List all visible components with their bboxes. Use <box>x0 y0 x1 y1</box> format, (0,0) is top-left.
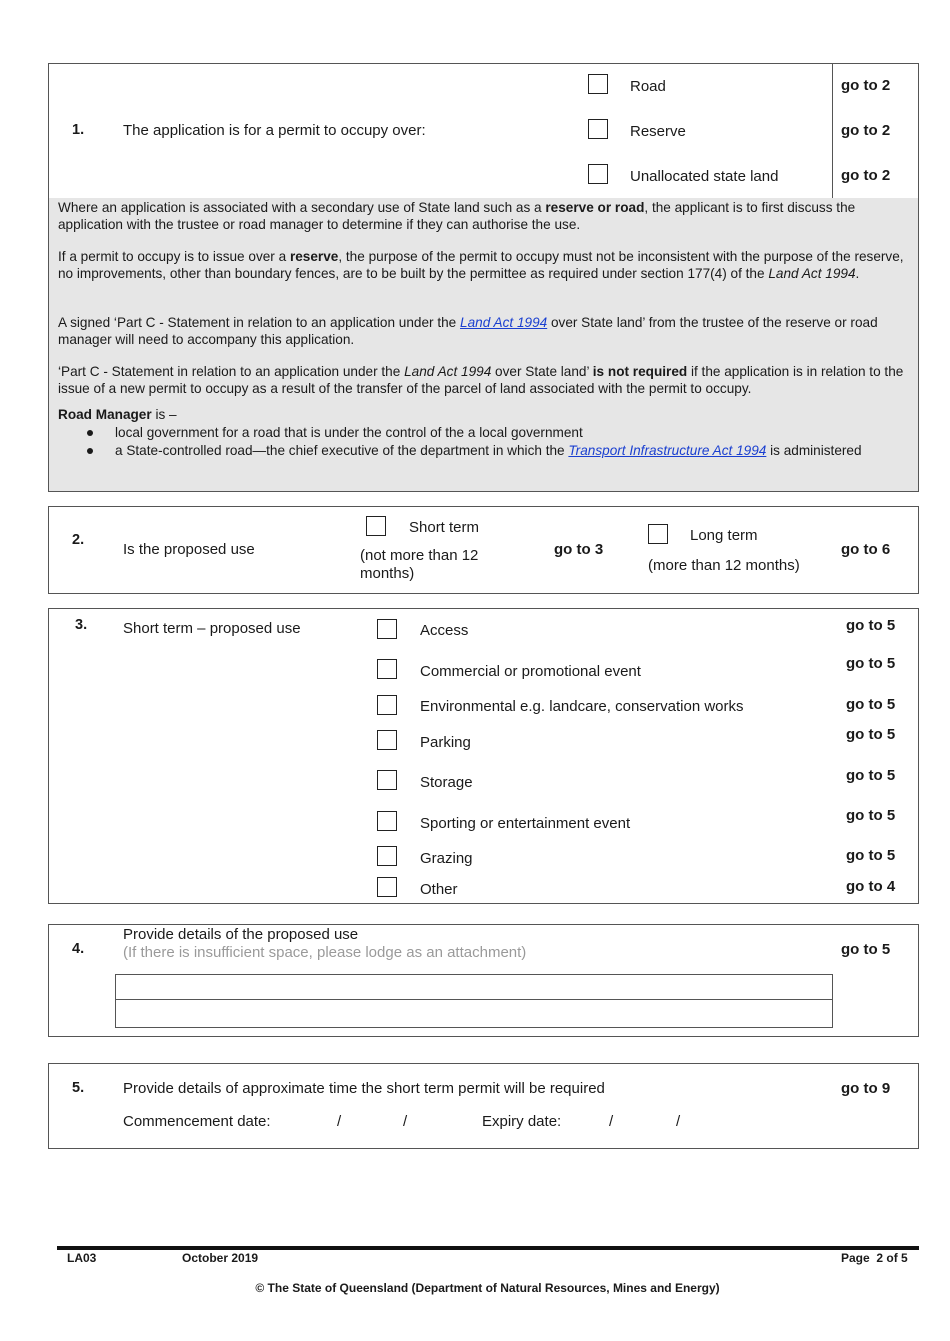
q1-question: The application is for a permit to occupy over: <box>123 122 426 139</box>
q2-question: Is the proposed use <box>123 541 255 558</box>
q3-parking-label: Parking <box>420 734 471 751</box>
footer-copyright: © The State of Queensland (Department of Natural Resources, Mines and Energy) <box>255 1281 720 1295</box>
q3-number: 3. <box>75 617 88 633</box>
q1-goto-divider <box>832 64 833 199</box>
q3-grazing-checkbox[interactable] <box>377 846 397 866</box>
q4-question: Provide details of the proposed use <box>123 926 359 943</box>
q3-section <box>48 608 919 904</box>
transport-act-link[interactable]: Transport Infrastructure Act 1994 <box>568 443 767 458</box>
info-p2-act: Land Act 1994 <box>768 266 856 281</box>
q5-question: Provide details of approximate time the short term permit will be required <box>123 1080 605 1097</box>
q2-short-term-label: Short term <box>409 519 480 536</box>
q5-expiry-label: Expiry date: <box>482 1113 562 1130</box>
q2-short-term-checkbox[interactable] <box>366 516 386 536</box>
q4-hint: (If there is insufficient space, please lodge as an attachment) <box>123 944 527 961</box>
q3-storage-label: Storage <box>420 774 473 791</box>
land-act-link[interactable]: Land Act 1994 <box>460 315 548 330</box>
q3-commercial-checkbox[interactable] <box>377 659 397 679</box>
date-separator: / <box>337 1113 342 1130</box>
q2-short-term-goto: go to 3 <box>554 541 604 558</box>
q3-environmental-checkbox[interactable] <box>377 695 397 715</box>
q1-info-panel <box>48 198 919 492</box>
info-p2-text-e: . <box>855 266 860 281</box>
q1-number: 1. <box>72 122 85 138</box>
q3-other-goto: go to 4 <box>846 878 896 895</box>
q1-road-label: Road <box>630 78 666 95</box>
footer-page-number: Page 2 of 5 <box>841 1251 908 1265</box>
date-separator: / <box>403 1113 408 1130</box>
q4-number: 4. <box>72 941 85 957</box>
q3-parking-goto: go to 5 <box>846 726 896 743</box>
q5-commencement-date-input[interactable] <box>300 1110 440 1132</box>
bullet2-text-b: is administered <box>766 443 862 458</box>
road-manager-suffix: is – <box>151 407 177 422</box>
bullet2-text-a: a State-controlled road—the chief executive of the department in which the <box>115 443 569 458</box>
footer-rule <box>57 1246 919 1250</box>
info-p1-text-a: Where an application is associated with a secondary use of State land such as a <box>58 200 546 215</box>
q1-reserve-label: Reserve <box>630 123 686 140</box>
q3-access-goto: go to 5 <box>846 617 896 634</box>
q3-environmental-goto: go to 5 <box>846 696 896 713</box>
info-p4-text-a: ‘Part C - Statement in relation to an application under the <box>58 364 405 379</box>
q1-unallocated-goto: go to 2 <box>841 167 891 184</box>
info-p2-bold: reserve <box>289 249 339 264</box>
info-p1-text-c: , the applicant is to first discuss the application with the trustee or road manager to determine if they can authorise the use. <box>58 200 856 232</box>
q4-details-input-1[interactable] <box>115 974 833 1000</box>
q3-parking-checkbox[interactable] <box>377 730 397 750</box>
q3-access-checkbox[interactable] <box>377 619 397 639</box>
q3-storage-goto: go to 5 <box>846 767 896 784</box>
footer-form-code: LA03 <box>67 1251 97 1265</box>
q2-long-term-note: (more than 12 months) <box>648 557 800 574</box>
q3-environmental-label: Environmental e.g. landcare, conservation works <box>420 698 744 715</box>
q3-other-label: Other <box>420 881 458 898</box>
q2-long-term-label: Long term <box>690 527 758 544</box>
road-manager-title: Road Manager <box>58 407 152 422</box>
q3-commercial-label: Commercial or promotional event <box>420 663 641 680</box>
road-manager-bullet-1: local government for a road that is under the control of the a local government <box>115 425 583 440</box>
q1-unallocated-checkbox[interactable] <box>588 164 608 184</box>
q3-commercial-goto: go to 5 <box>846 655 896 672</box>
q1-reserve-checkbox[interactable] <box>588 119 608 139</box>
q1-unallocated-label: Unallocated state land <box>630 168 779 185</box>
info-p2-text-a: If a permit to occupy is to issue over a <box>58 249 290 264</box>
info-paragraph-4 <box>58 363 904 397</box>
q3-storage-checkbox[interactable] <box>377 770 397 790</box>
info-p3-text-a: A signed ‘Part C - Statement in relation to an application under the <box>58 315 461 330</box>
q4-goto: go to 5 <box>841 941 891 958</box>
info-p4-text-c: over State land’ <box>491 364 593 379</box>
date-separator: / <box>609 1113 614 1130</box>
q3-sporting-label: Sporting or entertainment event <box>420 815 631 832</box>
q1-road-checkbox[interactable] <box>588 74 608 94</box>
info-paragraph-3 <box>58 314 904 348</box>
q1-reserve-goto: go to 2 <box>841 122 891 139</box>
q3-sporting-goto: go to 5 <box>846 807 896 824</box>
bullet-icon <box>87 448 93 454</box>
q2-long-term-goto: go to 6 <box>841 541 891 558</box>
q3-other-checkbox[interactable] <box>377 877 397 897</box>
q3-question: Short term – proposed use <box>123 620 301 637</box>
q5-section <box>48 1063 919 1149</box>
q2-short-term-note-line2: months) <box>360 565 415 582</box>
q3-access-label: Access <box>420 622 469 639</box>
date-separator: / <box>676 1113 681 1130</box>
q2-number: 2. <box>72 532 85 548</box>
info-p1-bold: reserve or road <box>545 200 645 215</box>
info-p3-text-b: over State land’ from the trustee of the reserve or road manager will need to accompany this application. <box>58 315 878 347</box>
bullet-icon <box>87 430 93 436</box>
q1-road-goto: go to 2 <box>841 77 891 94</box>
q5-commencement-label: Commencement date: <box>123 1113 271 1130</box>
q3-grazing-goto: go to 5 <box>846 847 896 864</box>
q5-number: 5. <box>72 1080 85 1096</box>
footer-date: October 2019 <box>182 1251 259 1265</box>
q5-goto: go to 9 <box>841 1080 891 1097</box>
road-manager-heading <box>58 406 904 423</box>
info-p4-bold: is not required <box>592 364 688 379</box>
info-p4-text-e: if the application is in relation to the issue of a new permit to occupy as a result of the transfer of the parcel of land associated with the permit to occupy. <box>58 364 904 396</box>
q4-details-input-2[interactable] <box>115 999 833 1028</box>
q3-sporting-checkbox[interactable] <box>377 811 397 831</box>
q5-expiry-date-input[interactable] <box>580 1110 700 1132</box>
q2-short-term-note-line1: (not more than 12 <box>360 547 479 564</box>
road-manager-bullet-2 <box>115 442 914 459</box>
info-paragraph-1 <box>58 199 904 233</box>
info-p4-act: Land Act 1994 <box>404 364 492 379</box>
info-paragraph-2 <box>58 248 904 282</box>
q2-long-term-checkbox[interactable] <box>648 524 668 544</box>
info-p2-text-c: , the purpose of the permit to occupy must not be inconsistent with the purpose of the reserve, no improvements, other than boundary fences, are to be built by the permittee as required under section 177(4) of the <box>58 249 904 281</box>
q3-grazing-label: Grazing <box>420 850 473 867</box>
